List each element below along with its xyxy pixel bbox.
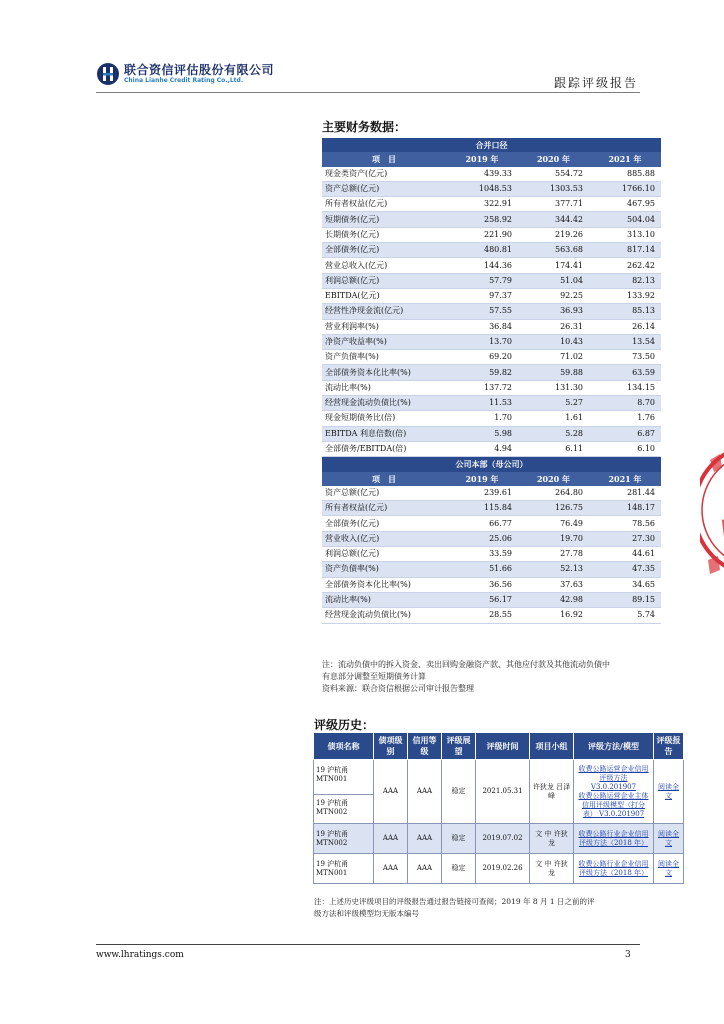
value-cell: 262.42 [589,258,661,273]
value-cell: 52.13 [518,562,589,577]
value-cell: 42.98 [518,592,589,607]
value-cell: 5.98 [446,426,518,441]
row-label: 短期债务(亿元) [322,212,446,227]
value-cell: 66.77 [446,516,518,531]
parent-row [322,592,661,607]
history-note [314,896,595,920]
value-cell: 92.25 [518,288,589,303]
row-label: 流动比率(%) [322,592,446,607]
column-header: 项 目 [322,152,446,166]
value-cell: 51.66 [446,562,518,577]
consolidated-row [322,441,661,456]
value-cell: 10.43 [518,334,589,349]
rating-outlook: 稳定 [442,760,476,824]
value-cell: 28.55 [446,608,518,623]
consolidated-row [322,411,661,426]
consolidated-row [322,319,661,334]
row-label: 营业收入(亿元) [322,531,446,546]
bond-rating: AAA [374,824,408,854]
rating-date: 2019.07.02 [476,824,530,854]
history-note-line-1: 注：上述历史评级项目的评级报告通过报告链接可查阅；2019 年 8 月 1 日之前的评 [314,897,595,906]
row-label: 全部债务资本化比率(%) [322,577,446,592]
consolidated-row [322,396,661,411]
rating-outlook: 稳定 [442,824,476,854]
company-seal-stamp [700,420,724,600]
website-url[interactable]: www.lhratings.com [96,950,184,960]
parent-row [322,501,661,516]
column-header: 2019 年 [446,152,518,166]
row-label: 资产总额(亿元) [322,486,446,501]
parent-row [322,562,661,577]
row-label: 资产负债率(%) [322,562,446,577]
value-cell: 174.41 [518,258,589,273]
column-header: 2019 年 [446,472,518,486]
row-label: 营业利润率(%) [322,319,446,334]
value-cell: 6.11 [518,441,589,456]
row-label: 经营性净现金流(亿元) [322,304,446,319]
history-column-header: 债项级别 [374,733,408,760]
value-cell: 33.59 [446,547,518,562]
value-cell: 69.20 [446,350,518,365]
value-cell: 439.33 [446,167,518,182]
report-cell [654,760,684,824]
value-cell: 11.53 [446,396,518,411]
header-divider [96,92,640,93]
parent-row [322,516,661,531]
consolidated-row [322,334,661,349]
row-label: 资产总额(亿元) [322,181,446,196]
consolidated-row [322,426,661,441]
financial-source: 资料来源：联合资信根据公司审计报告整理 [322,684,474,693]
value-cell: 133.92 [589,288,661,303]
bond-name: 19 沪杭甬 MTN002 [316,799,349,816]
consolidated-row [322,304,661,319]
value-cell: 26.14 [589,319,661,334]
rating-date: 2021.05.31 [476,760,530,824]
value-cell: 25.06 [446,531,518,546]
value-cell: 885.88 [589,167,661,182]
value-cell: 504.04 [589,212,661,227]
financial-note [322,659,610,695]
issuer-rating: AAA [408,854,442,884]
value-cell: 97.37 [446,288,518,303]
value-cell: 13.70 [446,334,518,349]
project-team: 许狄龙 吕泽峰 [530,760,574,824]
company-logo-icon [96,62,120,86]
row-label: 流动比率(%) [322,380,446,395]
value-cell: 4.94 [446,441,518,456]
history-column-header: 评级时间 [476,733,530,760]
column-header: 2021 年 [589,152,661,166]
consolidated-row [322,243,661,258]
issuer-rating: AAA [408,760,442,824]
bond-name-cell [314,760,374,824]
value-cell: 1048.53 [446,181,518,196]
value-cell: 8.70 [589,396,661,411]
column-header: 项 目 [322,472,446,486]
row-label: EBITDA(亿元) [322,288,446,303]
value-cell: 56.17 [446,592,518,607]
row-label: 利润总额(亿元) [322,273,446,288]
project-team: 文 中 许狄龙 [530,824,574,854]
parent-row [322,486,661,501]
history-note-line-2: 级方法和评级模型均无版本编号 [314,909,419,918]
value-cell: 27.78 [518,547,589,562]
value-cell: 5.74 [589,608,661,623]
value-cell: 115.84 [446,501,518,516]
read-full-report-link[interactable]: 阅读全文 [658,829,679,847]
value-cell: 313.10 [589,227,661,242]
value-cell: 1.70 [446,411,518,426]
row-label: EBITDA 利息倍数(倍) [322,426,446,441]
parent-header-row [322,472,661,486]
consolidated-row [322,258,661,273]
value-cell: 554.72 [518,167,589,182]
method-cell [574,854,654,884]
value-cell: 239.61 [446,486,518,501]
rating-history-table [313,732,684,884]
financial-section-title: 主要财务数据： [322,120,407,134]
method-cell [574,760,654,824]
value-cell: 126.75 [518,501,589,516]
column-header: 2021 年 [589,472,661,486]
row-label: 净资产收益率(%) [322,334,446,349]
value-cell: 137.72 [446,380,518,395]
value-cell: 89.15 [589,592,661,607]
value-cell: 82.13 [589,273,661,288]
project-team: 文 中 许狄龙 [530,854,574,884]
rating-outlook: 稳定 [442,854,476,884]
bond-divider [314,794,373,795]
parent-group-title-cell: 公司本部（母公司） [322,457,661,472]
page-number: 3 [625,950,631,960]
consolidated-row [322,350,661,365]
value-cell: 19.70 [518,531,589,546]
value-cell: 34.65 [589,577,661,592]
history-column-header: 评级展望 [442,733,476,760]
value-cell: 344.42 [518,212,589,227]
value-cell: 322.91 [446,197,518,212]
method-link[interactable]: 收费公路行业企业信用评级方法（2018 年） [578,829,649,847]
history-row [314,854,684,884]
read-full-report-link[interactable]: 阅读全文 [658,782,679,800]
consolidated-group-title [322,138,661,152]
value-cell: 37.63 [518,577,589,592]
method-link[interactable]: 收费公路行业企业信用评级方法（2018 年） [578,859,649,877]
value-cell: 281.44 [589,486,661,501]
column-header: 2020 年 [518,152,589,166]
history-row [314,760,684,824]
value-cell: 57.79 [446,273,518,288]
value-cell: 221.90 [446,227,518,242]
company-name-cn: 联合资信评估股份有限公司 [124,63,275,77]
bond-rating: AAA [374,760,408,824]
value-cell: 57.55 [446,304,518,319]
value-cell: 6.10 [589,441,661,456]
value-cell: 78.56 [589,516,661,531]
method-cell [574,824,654,854]
consolidated-row [322,181,661,196]
value-cell: 148.17 [589,501,661,516]
history-row [314,824,684,854]
consolidated-row [322,273,661,288]
row-label: 所有者权益(亿元) [322,501,446,516]
consolidated-row [322,197,661,212]
value-cell: 36.93 [518,304,589,319]
value-cell: 59.82 [446,365,518,380]
value-cell: 817.14 [589,243,661,258]
consolidated-row [322,227,661,242]
column-header: 2020 年 [518,472,589,486]
page-header [96,58,640,94]
value-cell: 85.13 [589,304,661,319]
consolidated-row [322,380,661,395]
row-label: 现金类资产(亿元) [322,167,446,182]
history-column-header: 信用等级 [408,733,442,760]
value-cell: 5.27 [518,396,589,411]
value-cell: 1.76 [589,411,661,426]
bond-name: 19 沪杭甬 MTN001 [316,859,349,877]
value-cell: 377.71 [518,197,589,212]
value-cell: 36.84 [446,319,518,334]
value-cell: 5.28 [518,426,589,441]
report-cell [654,854,684,884]
row-label: 全部债务/EBITDA(倍) [322,441,446,456]
consolidated-row [322,288,661,303]
row-label: 所有者权益(亿元) [322,197,446,212]
consolidated-row [322,167,661,182]
consolidated-group-title-cell: 合并口径 [322,138,661,152]
history-column-header: 项目小组 [530,733,574,760]
consolidated-row [322,365,661,380]
row-label: 资产负债率(%) [322,350,446,365]
row-label: 经营现金流动负债比(%) [322,396,446,411]
value-cell: 219.26 [518,227,589,242]
read-full-report-link[interactable]: 阅读全文 [658,859,679,877]
financial-note-line-1: 注：流动负债中的拆入资金、卖出回购金融资产款、其他应付款及其他流动负债中 [322,660,610,669]
row-label: 全部债务(亿元) [322,243,446,258]
bond-name-cell [314,824,374,854]
bond-name-cell [314,854,374,884]
value-cell: 1.61 [518,411,589,426]
parent-row [322,547,661,562]
value-cell: 47.35 [589,562,661,577]
history-column-header: 评级方法/模型 [574,733,654,760]
row-label: 全部债务(亿元) [322,516,446,531]
value-cell: 144.36 [446,258,518,273]
value-cell: 1766.10 [589,181,661,196]
value-cell: 76.49 [518,516,589,531]
bond-rating: AAA [374,854,408,884]
value-cell: 59.88 [518,365,589,380]
row-label: 营业总收入(亿元) [322,258,446,273]
consolidated-header-row [322,152,661,166]
value-cell: 563.68 [518,243,589,258]
parent-group-title [322,457,661,472]
parent-row [322,577,661,592]
value-cell: 71.02 [518,350,589,365]
value-cell: 6.87 [589,426,661,441]
value-cell: 264.80 [518,486,589,501]
parent-row [322,531,661,546]
parent-row [322,608,661,623]
value-cell: 26.31 [518,319,589,334]
value-cell: 480.81 [446,243,518,258]
row-label: 全部债务资本化比率(%) [322,365,446,380]
method-link[interactable]: 收费公路运营企业信用评级方法 V3.0.201907 [578,764,649,791]
value-cell: 258.92 [446,212,518,227]
footer-divider [96,944,640,945]
history-column-header: 债项名称 [314,733,374,760]
financial-table [322,138,661,624]
report-type-title: 跟踪评级报告 [553,76,638,90]
value-cell: 134.15 [589,380,661,395]
bond-name: 19 沪杭甬 MTN002 [316,829,349,847]
bond-name: 19 沪杭甬 MTN001 [316,766,349,783]
value-cell: 73.50 [589,350,661,365]
report-cell [654,824,684,854]
history-column-header: 评级报告 [654,733,684,760]
value-cell: 44.61 [589,547,661,562]
value-cell: 63.59 [589,365,661,380]
rating-date: 2019.02.26 [476,854,530,884]
value-cell: 131.30 [518,380,589,395]
financial-note-line-2: 有息部分调整至短期债务计算 [322,672,426,681]
value-cell: 1303.53 [518,181,589,196]
row-label: 现金短期债务比(倍) [322,411,446,426]
value-cell: 51.04 [518,273,589,288]
history-section-title: 评级历史： [314,718,375,732]
row-label: 经营现金流动负债比(%) [322,608,446,623]
value-cell: 36.56 [446,577,518,592]
row-label: 长期债务(亿元) [322,227,446,242]
consolidated-row [322,212,661,227]
value-cell: 467.95 [589,197,661,212]
issuer-rating: AAA [408,824,442,854]
value-cell: 16.92 [518,608,589,623]
value-cell: 13.54 [589,334,661,349]
company-name-en: China Lianhe Credit Rating Co.,Ltd. [124,77,244,84]
model-link[interactable]: 收费公路运营企业主体信用评级模型（打分表） V3.0.201907 [578,791,649,818]
row-label: 利润总额(亿元) [322,547,446,562]
value-cell: 27.30 [589,531,661,546]
